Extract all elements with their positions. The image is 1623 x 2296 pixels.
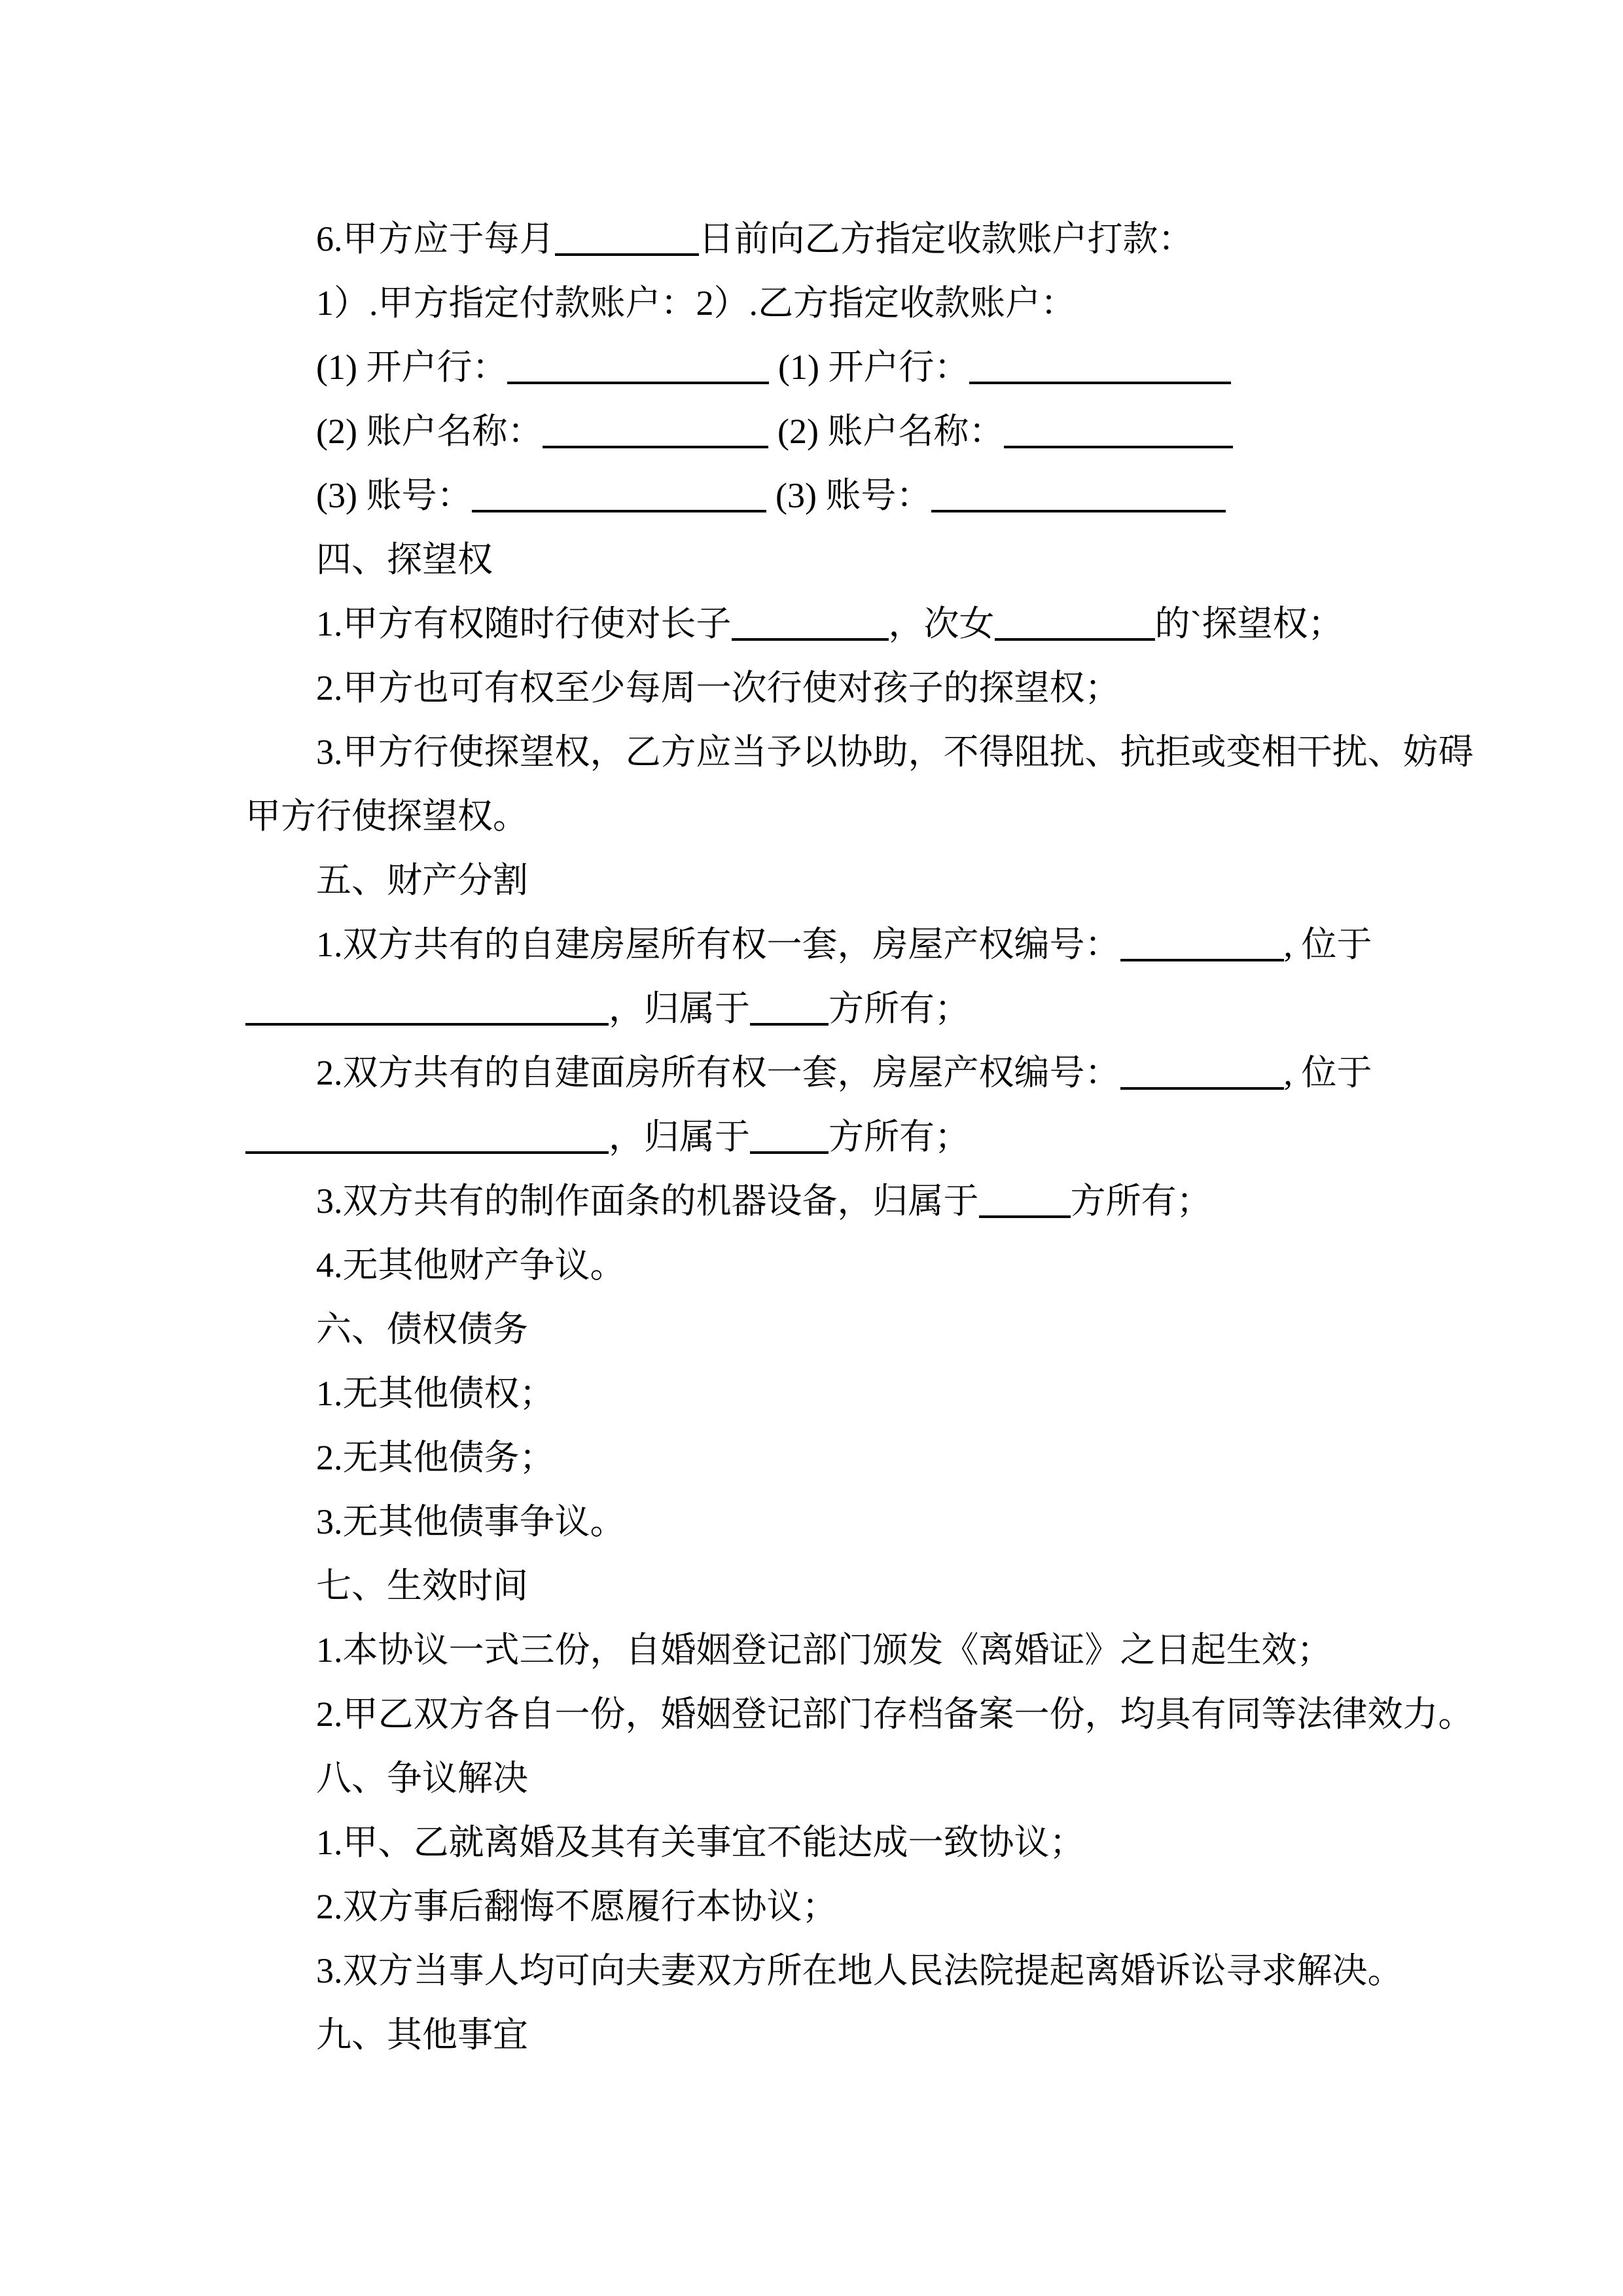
doc-line [245, 1490, 1397, 1554]
text-run: 方所有； [829, 989, 970, 1028]
fill-in-blank-underline [750, 994, 829, 1026]
doc-line [245, 528, 1397, 592]
doc-line [245, 1746, 1397, 1810]
fill-in-blank-underline [931, 481, 1226, 512]
doc-line [245, 784, 1397, 848]
fill-in-blank-underline [969, 353, 1231, 384]
text-run: 四、探望权 [316, 540, 493, 579]
text-run: 方所有； [829, 1117, 970, 1157]
text-run: 七、生效时间 [316, 1566, 528, 1605]
doc-line [245, 977, 1397, 1041]
text-run: 九、其他事宜 [316, 2015, 528, 2054]
text-run: 1.双方共有的自建房屋所有权一套，房屋产权编号： [316, 925, 1120, 964]
doc-line [245, 1041, 1397, 1105]
fill-in-blank-underline [979, 1187, 1071, 1218]
doc-line [245, 1105, 1397, 1169]
text-run: 甲方行使探望权。 [245, 797, 528, 836]
text-run: (2) 账户名称： [768, 412, 1005, 451]
text-run: , 位于 [1283, 1053, 1372, 1092]
doc-line [245, 463, 1397, 528]
doc-line [245, 848, 1397, 912]
text-run: 6.甲方应于每月 [316, 219, 555, 259]
text-run: 方所有； [1070, 1181, 1212, 1221]
text-run: 1.甲方有权随时行使对长子 [316, 604, 732, 643]
text-run: 1.无其他债权； [316, 1374, 555, 1413]
fill-in-blank-underline [995, 609, 1155, 641]
text-run: (3) 账号： [316, 476, 473, 515]
text-run: ，归属于 [609, 989, 750, 1028]
text-run: 的`探望权； [1154, 604, 1344, 643]
doc-line [245, 2003, 1397, 2067]
fill-in-blank-underline [555, 224, 699, 256]
doc-line [245, 335, 1397, 399]
text-run: 3.双方共有的制作面条的机器设备，归属于 [316, 1181, 979, 1221]
doc-line [245, 399, 1397, 463]
text-run: 2.甲方也可有权至少每周一次行使对孩子的探望权； [316, 668, 1120, 708]
text-run: 1）.甲方指定付款账户：2）.乙方指定收款账户： [316, 283, 1076, 323]
text-run: , 位于 [1283, 925, 1372, 964]
fill-in-blank-underline [1120, 1058, 1284, 1090]
doc-line [245, 592, 1397, 656]
doc-line [245, 1169, 1397, 1233]
doc-line [245, 1554, 1397, 1618]
doc-line [245, 1939, 1403, 2003]
doc-line [245, 720, 1474, 784]
text-run: 六、债权债务 [316, 1310, 528, 1349]
fill-in-blank-underline [1120, 930, 1284, 961]
text-run: 3.双方当事人均可向夫妻双方所在地人民法院提起离婚诉讼寻求解决。 [316, 1951, 1403, 1990]
doc-line [245, 1426, 1397, 1490]
text-run: (1) 开户行： [769, 348, 970, 387]
doc-line [245, 1233, 1397, 1297]
text-run: (3) 账号： [766, 476, 932, 515]
text-run: ，次女 [888, 604, 995, 643]
doc-line [245, 1874, 1397, 1939]
text-run: 3.甲方行使探望权，乙方应当予以协助，不得阻扰、抗拒或变相干扰、妨碍 [316, 732, 1474, 772]
doc-line [245, 912, 1397, 977]
doc-line [245, 1618, 1397, 1682]
contract-body [245, 207, 1474, 2067]
text-run: 2.甲乙双方各自一份，婚姻登记部门存档备案一份，均具有同等法律效力。 [316, 1695, 1474, 1734]
text-run: ，归属于 [609, 1117, 750, 1157]
fill-in-blank-underline [750, 1122, 829, 1154]
doc-line [245, 271, 1397, 335]
doc-line [245, 1361, 1397, 1426]
fill-in-blank-underline [732, 609, 889, 641]
fill-in-blank-underline [472, 481, 766, 512]
text-run: 1.甲、乙就离婚及其有关事宜不能达成一致协议； [316, 1823, 1085, 1862]
text-run: 五、财产分割 [316, 861, 528, 900]
doc-line [245, 207, 1397, 271]
text-run: 3.无其他债事争议。 [316, 1502, 626, 1541]
fill-in-blank-underline [245, 1122, 609, 1154]
text-run: 2.双方事后翻悔不愿履行本协议； [316, 1887, 838, 1926]
doc-line [245, 1810, 1397, 1874]
text-run: 日前向乙方指定收款账户打款： [698, 219, 1194, 259]
fill-in-blank-underline [1004, 417, 1233, 448]
text-run: (1) 开户行： [316, 348, 508, 387]
text-run: 2.无其他债务； [316, 1438, 555, 1477]
fill-in-blank-underline [507, 353, 769, 384]
text-run: 2.双方共有的自建面房所有权一套，房屋产权编号： [316, 1053, 1120, 1092]
text-run: (2) 账户名称： [316, 412, 543, 451]
fill-in-blank-underline [543, 417, 768, 448]
doc-line [245, 1682, 1474, 1746]
fill-in-blank-underline [245, 994, 609, 1026]
doc-line [245, 1297, 1397, 1361]
text-run: 八、争议解决 [316, 1759, 528, 1798]
text-run: 1.本协议一式三份，自婚姻登记部门颁发《离婚证》之日起生效； [316, 1630, 1332, 1670]
text-run: 4.无其他财产争议。 [316, 1246, 626, 1285]
doc-line [245, 656, 1397, 720]
